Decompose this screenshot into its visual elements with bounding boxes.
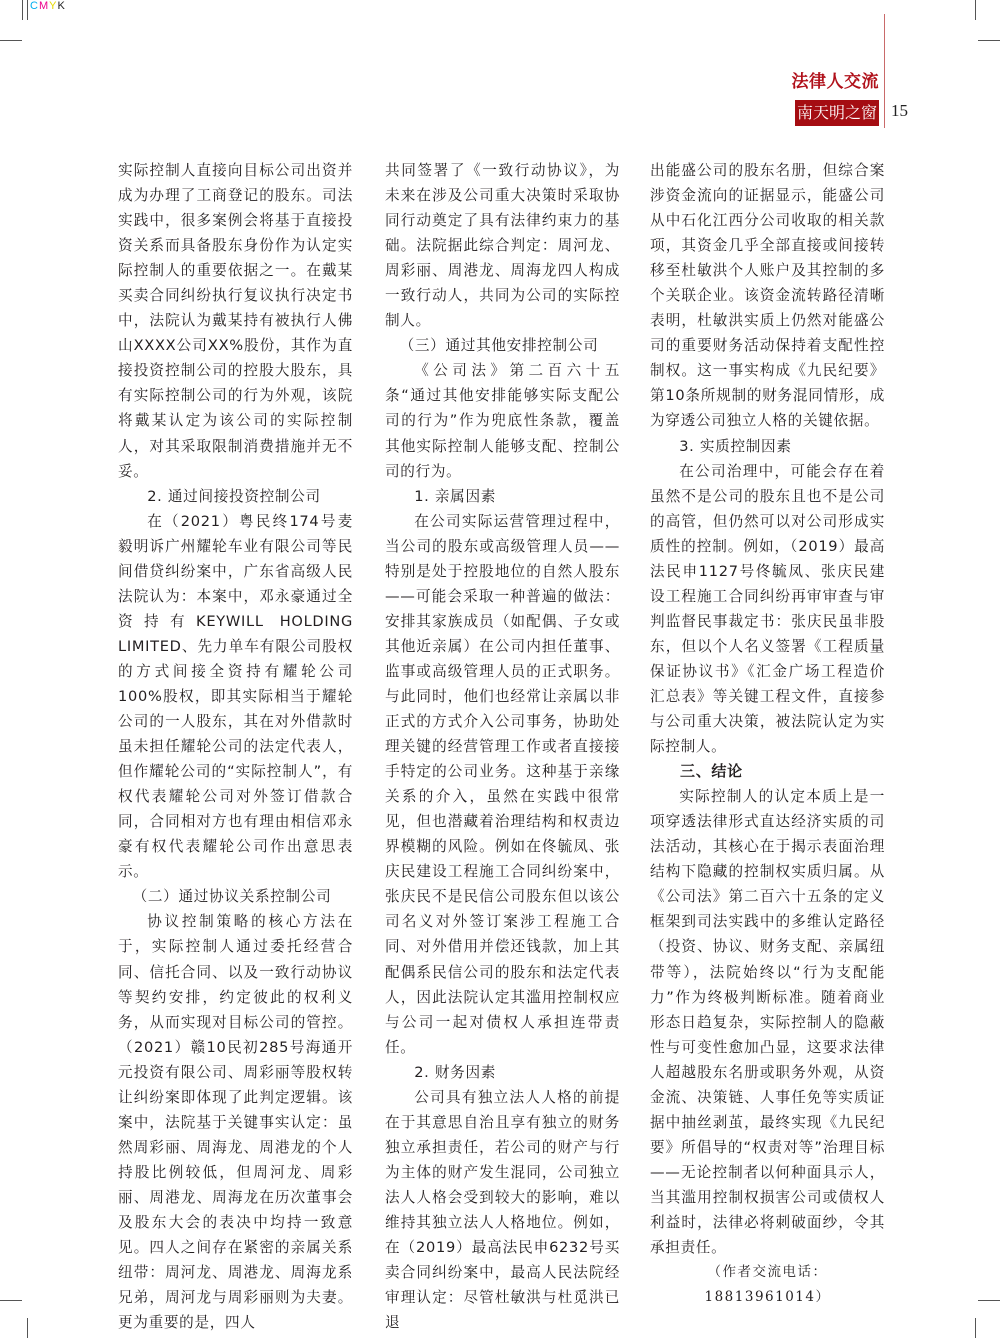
body-paragraph: 实际控制人的认定本质上是一项穿透法律形式直达经济实质的司法活动，其核心在于揭示表面治理结构下隐藏的控制权实质归属。从《公司法》第二百六十五条的定义框架到司法实践中的多维认定路径（投资、协议、财务支配、亲属纽带等），法院始终以“行为支配能力”作为终极判断标准。随着商业形态日趋复杂，实际控制人的隐蔽性与可变性愈加凸显，这要求法律人超越股东名册或职务外观，从资金流、决策链、人事任免等实质证据中抽丝剥茧，最终实现《九民纪要》所倡导的“权责对等”治理目标——无论控制者以何种面具示人，当其滥用控制权损害公司或债权人利益时，法律必将刺破面纱，令其承担责任。 (650, 788, 885, 1257)
body-paragraph: 《公司法》第二百六十五条“通过其他安排能够实际支配公司的行为”作为兜底性条款，覆盖其他实际控制人能够支配、控制公司的行为。 (385, 362, 620, 480)
section-heading: 2. 财务因素 (414, 1063, 497, 1081)
cmyk-k: K (57, 0, 66, 12)
continued-paragraph: 共同签署了《一致行动协议》，为未来在涉及公司重大决策时采取协同行动奠定了具有法律约束力的基础。法院据此综合判定：周河龙、周彩丽、周港龙、周海龙四人构成一致行动人，共同为公司的实际控制人。 (385, 162, 620, 330)
crop-mark (27, 0, 28, 20)
crop-mark (0, 1300, 22, 1301)
continued-paragraph: 实际控制人直接向目标公司出资并成为办理了工商登记的股东。司法实践中，很多案例会将基于直接投资关系而具备股东身份作为认定实际控制人的重要依据之一。在戴某买卖合同纠纷执行复议执行决定书中，法院认为戴某持有被执行人佛山XXXX公司XX%股份，其作为直接投资控制公司的控股大股东，具有实际控制公司的行为外观，该院将戴某认定为该公司的实际控制人，对其采取限制消费措施并无不妥。 (118, 162, 353, 480)
cmyk-c: C (30, 0, 39, 12)
section-heading: 3. 实质控制因素 (679, 437, 792, 455)
continued-paragraph: 出能盛公司的股东名册，但综合案涉资金流向的证据显示，能盛公司从中石化江西分公司收取的相关款项，其资金几乎全部直接或间接转移至杜敏洪个人账户及其控制的多个关联企业。该资金流转路径清晰表明，杜敏洪实质上仍然对能盛公司的重要财务活动保持着支配性控制权。这一事实构成《九民纪要》第10条所规制的财务混同情形，成为穿透公司独立人格的关键依据。 (650, 162, 885, 430)
author-contact: （作者交流电话：18813961014） (704, 1264, 831, 1306)
cmyk-y: Y (49, 0, 58, 12)
crop-mark (975, 1318, 976, 1338)
crop-mark (975, 0, 976, 20)
magazine-section-title: 法律人交流 (791, 72, 879, 92)
crop-mark (978, 1300, 1000, 1301)
text-column-3 (650, 158, 885, 1310)
body-paragraph: 在公司治理中，可能会存在着虽然不是公司的股东且也不是公司的高管，但仍然可以对公司形成实质性的控制。例如，（2019）最高法民申1127号佟毓凤、张庆民建设工程施工合同纠纷再审审查与审判监督民事裁定书：张庆民虽非股东，但以个人名义签署《工程质量保证协议书》《汇金广场工程造价汇总表》等关键工程文件，直接参与公司重大决策，被法院认定为实际控制人。 (650, 462, 885, 756)
cmyk-color-bar (30, 0, 66, 12)
cmyk-m: M (38, 0, 50, 12)
section-heading: 1. 亲属因素 (414, 487, 497, 505)
page-number: 15 (891, 101, 908, 120)
header-divider (884, 14, 885, 128)
section-heading: （二）通过协议关系控制公司 (132, 888, 332, 906)
body-paragraph: 公司具有独立法人人格的前提在于其意思自治且享有独立的财务独立承担责任，若公司的财产与行为主体的财产发生混同，公司独立法人人格会受到较大的影响，难以维持其独立法人人格地位。例如，在（2019）最高法民申6232号买卖合同纠纷案中，最高人民法院经审理认定：尽管杜敏洪与杜觅洪已退 (385, 1088, 620, 1332)
body-paragraph: 在公司实际运营管理过程中，当公司的股东或高级管理人员——特别是处于控股地位的自然人股东——可能会采取一种普遍的做法：安排其家族成员（如配偶、子女或其他近亲属）在公司内担任董事、监事或高级管理人员的正式职务。与此同时，他们也经常让亲属以非正式的方式介入公司事务，协助处理关键的经营管理工作或者直接接手特定的公司业务。这种基于亲缘关系的介入，虽然在实践中很常见，但也潜藏着治理结构和权责边界模糊的风险。例如在佟毓凤、张庆民建设工程施工合同纠纷案中，张庆民不是民信公司股东但以该公司名义对外签订案涉工程施工合同、对外借用并偿还钱款，加上其配偶系民信公司的股东和法定代表人，因此法院认定其滥用控制权应与公司一起对债权人承担连带责任。 (385, 512, 620, 1056)
crop-mark (22, 0, 23, 20)
text-column-2 (385, 158, 620, 1335)
section-heading: （三）通过其他安排控制公司 (399, 337, 599, 355)
column-name-badge: 南天明之窗 (795, 100, 879, 126)
section-heading: 2. 通过间接投资控制公司 (147, 487, 321, 505)
crop-mark (0, 40, 22, 41)
chapter-heading: 三、结论 (680, 762, 743, 781)
body-paragraph: 在（2021）粤民终174号麦毅明诉广州耀轮车业有限公司等民间借贷纠纷案中，广东省高级人民法院认为：本案中，邓永豪通过全资持有KEYWILL HOLDING LIMITED、先力单车有限公司股权的方式间接全资持有耀轮公司100%股权，即其实际相当于耀轮公司的一人股东，其在对外借款时虽未担任耀轮公司的法定代表人，但作耀轮公司的“实际控制人”，有权代表耀轮公司对外签订借款合同，合同相对方也有理由相信邓永豪有权代表耀轮公司作出意思表示。 (118, 512, 353, 881)
text-column-1 (118, 158, 353, 1335)
crop-mark (978, 40, 1000, 41)
body-paragraph: 协议控制策略的核心方法在于，实际控制人通过委托经营合同、信托合同、以及一致行动协议等契约安排，约定彼此的权利义务，从而实现对目标公司的管控。（2021）赣10民初285号海通开元投资有限公司、周彩丽等股权转让纠纷案即体现了此判定逻辑。该案中，法院基于关键事实认定：虽然周彩丽、周海龙、周港龙的个人持股比例较低，但周河龙、周彩丽、周港龙、周海龙在历次董事会及股东大会的表决中均持一致意见。四人之间存在紧密的亲属关系纽带：周河龙、周港龙、周海龙系兄弟，周河龙与周彩丽则为夫妻。更为重要的是，四人 (118, 913, 353, 1332)
crop-mark (27, 1318, 28, 1338)
